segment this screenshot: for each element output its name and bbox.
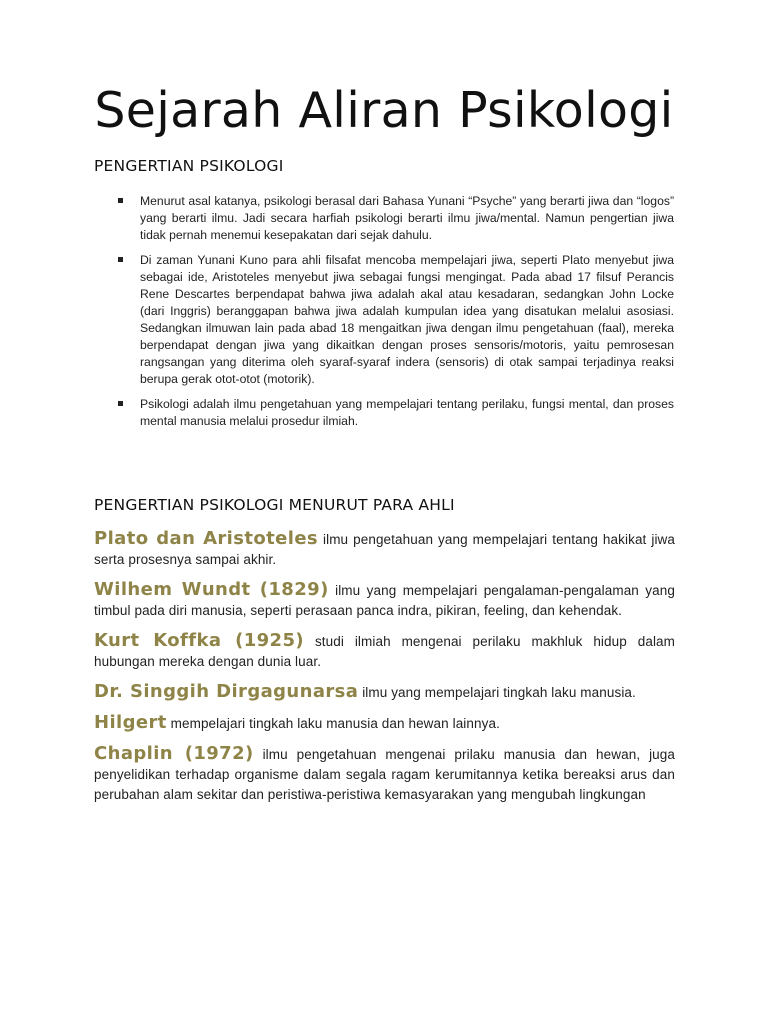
expert-name: Wilhem Wundt (1829) <box>94 579 329 600</box>
expert-definition <box>94 713 675 734</box>
bullet-item <box>118 396 674 430</box>
expert-definition <box>94 631 675 672</box>
square-bullet-icon <box>118 401 123 406</box>
expert-name: Dr. Singgih Dirgagunarsa <box>94 681 359 702</box>
expert-name: Chaplin (1972) <box>94 743 254 764</box>
expert-definition-text: ilmu yang mempelajari tingkah laku manusia. <box>362 685 636 700</box>
bullet-item <box>118 193 674 244</box>
expert-name: Plato dan Aristoteles <box>94 528 319 549</box>
expert-definition-text: ilmu yang mempelajari pengalaman-pengalaman yang timbul pada diri manusia, seperti perasaan panca indra, pikiran, feeling, dan kehendak. <box>94 583 675 618</box>
expert-name: Kurt Koffka (1925) <box>94 630 305 651</box>
square-bullet-icon <box>118 198 123 203</box>
expert-definition <box>94 744 675 805</box>
expert-definition <box>94 580 675 621</box>
section-heading-para-ahli: PENGERTIAN PSIKOLOGI MENURUT PARA AHLI <box>94 496 455 514</box>
bullet-item <box>118 252 674 388</box>
section-heading-pengertian: PENGERTIAN PSIKOLOGI <box>94 157 284 175</box>
expert-name: Hilgert <box>94 712 167 733</box>
expert-definition-text: mempelajari tingkah laku manusia dan hewan lainnya. <box>170 716 500 731</box>
bullet-text: Menurut asal katanya, psikologi berasal dari Bahasa Yunani “Psyche” yang berarti jiwa dan “logos” yang berarti ilmu. Jadi secara harfiah psikologi berarti ilmu jiwa/mental. Namun pengertian jiwa tidak pernah menemui kesepakatan dari sejak dahulu. <box>140 194 674 242</box>
definition-bullet-list <box>118 193 674 438</box>
expert-definition <box>94 682 675 703</box>
expert-definition-list <box>94 529 675 815</box>
expert-definition-text: ilmu pengetahuan yang mempelajari tentang hakikat jiwa serta prosesnya sampai akhir. <box>94 532 676 567</box>
expert-definition-text: studi ilmiah mengenai perilaku makhluk hidup dalam hubungan mereka dengan dunia luar. <box>94 634 676 669</box>
expert-definition-text: ilmu pengetahuan mengenai prilaku manusia dan hewan, juga penyelidikan terhadap organisme dalam segala ragam kerumitannya ketika bereaksi arus dan perubahan alam sekitar dan peristiwa-peristiwa kemasyarakan yang mengubah lingkungan <box>94 747 675 802</box>
page-title: Sejarah Aliran Psikologi <box>94 82 674 139</box>
bullet-text: Psikologi adalah ilmu pengetahuan yang mempelajari tentang perilaku, fungsi mental, dan proses mental manusia melalui prosedur ilmiah. <box>140 397 674 428</box>
square-bullet-icon <box>118 257 123 262</box>
expert-definition <box>94 529 675 570</box>
bullet-text: Di zaman Yunani Kuno para ahli filsafat mencoba mempelajari jiwa, seperti Plato menyebut jiwa sebagai ide, Aristoteles menyebut jiwa sebagai fungsi mengingat. Pada abad 17 filsuf Perancis Rene Descartes berpendapat bahwa jiwa adalah akal atau kesadaran, sedangkan John Locke (dari Inggris) beranggapan bahwa jiwa adalah kumpulan idea yang disatukan melalui asosiasi. Sedangkan ilmuwan lain pada abad 18 mengaitkan jiwa dengan ilmu pengetahuan (faal), mereka berpendapat dengan jiwa yang dikaitkan dengan proses sensoris/motoris, yaitu pemrosesan rangsangan yang diterima oleh syaraf-syaraf indera (sensoris) di otak sampai terjadinya reaksi berupa gerak otot-otot (motorik). <box>140 253 674 386</box>
